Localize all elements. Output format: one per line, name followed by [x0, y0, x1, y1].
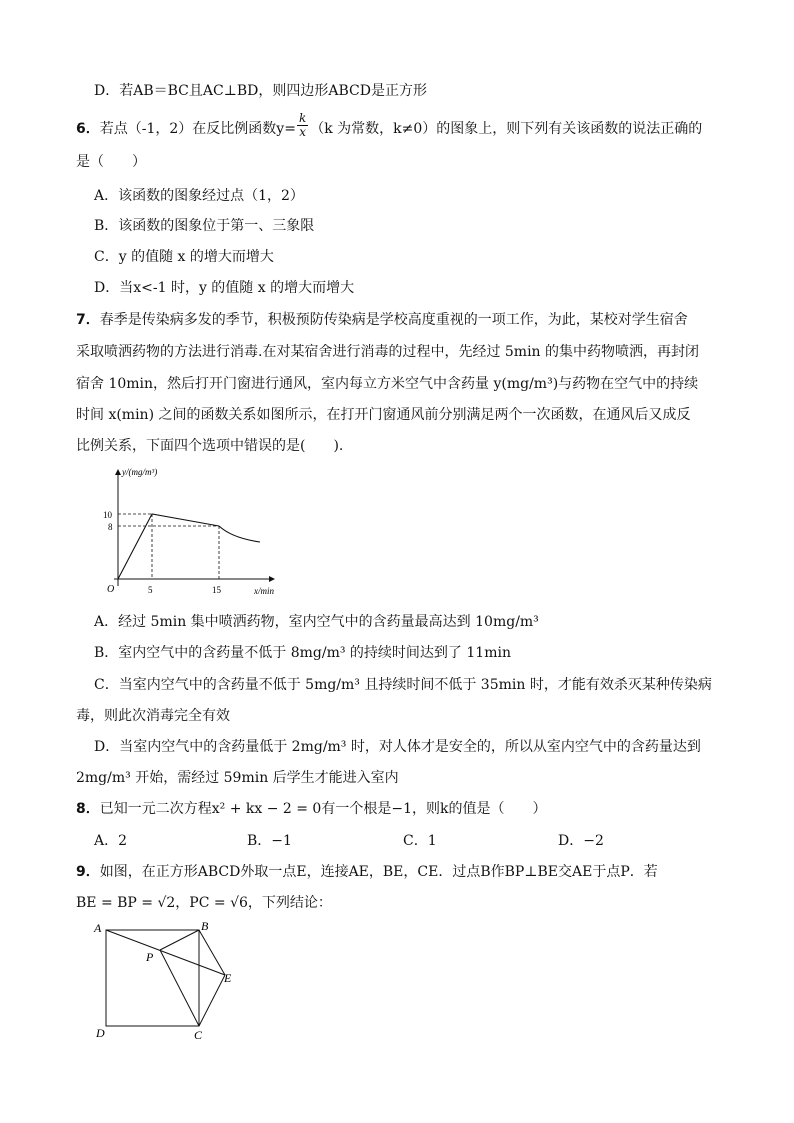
q7-option-b: B．室内空气中的含药量不低于 8mg/m³ 的持续时间达到了 11min [94, 645, 511, 661]
q7-stem-line-1 [76, 310, 688, 330]
q6-option-b: B．该函数的图象位于第一、三象限 [94, 218, 315, 234]
q9-stem-line-2: BE = BP = √2，PC = √6，下列结论： [76, 895, 332, 911]
q6-number: 6． [76, 121, 100, 137]
q7-stem-line-4: 时间 x(min) 之间的函数关系如图所示，在打开门窗通风前分别满足两个一次函数，在通风后又成反 [76, 407, 691, 423]
q7-option-c-line-2: 毒，则此次消毒完全有效 [76, 708, 230, 724]
q7-stem-line-5: 比例关系，下面四个选项中错误的是( ). [76, 438, 344, 454]
q7-y-tick-8: 8 [108, 522, 113, 532]
q8-option-b: B．−1 [247, 833, 292, 849]
q8-stem [76, 799, 546, 819]
q6-fraction-denominator: x [299, 124, 306, 139]
q9-stem-text-1: 如图，在正方形ABCD外取一点E，连接AE，BE，CE．过点B作BP⊥BE交AE于点P．若 [99, 864, 658, 880]
q7-number: 7． [76, 312, 100, 328]
q7-x-tick-15: 15 [212, 585, 221, 595]
q7-curve-linear [118, 514, 219, 579]
q7-option-a: A．经过 5min 集中喷洒药物，室内空气中的含药量最高达到 10mg/m³ [94, 614, 539, 630]
q9-label-c: C [194, 1028, 203, 1042]
q7-stem-line-3: 宿舍 10min，然后打开门窗进行通风，室内每立方米空气中含药量 y(mg/m³)与药物在空气中的持续 [76, 376, 699, 392]
q9-label-a: A [94, 921, 102, 935]
q6-fraction-numerator: k [298, 110, 307, 125]
q9-segment-bp [160, 930, 199, 950]
q7-option-d-line-2: 2mg/m³ 开始，需经过 59min 后学生才能进入室内 [76, 770, 399, 786]
q9-label-d: D [96, 1026, 105, 1040]
q6-stem-part-1: 若点（-1，2）在反比例函数y= [99, 121, 296, 137]
q9-segment-pc [160, 950, 199, 1026]
q6-fraction [297, 112, 308, 139]
q9-square-abcd [106, 930, 199, 1026]
q7-option-c-line-1: C．当室内空气中的含药量不低于 5mg/m³ 且持续时间不低于 35min 时，才能有效杀灭某种传染病 [94, 677, 712, 693]
q7-y-label: y/(mg/m³) [122, 467, 158, 477]
q5-option-d: D．若AB＝BC且AC⊥BD，则四边形ABCD是正方形 [94, 83, 427, 99]
q6-option-d: D．当x<-1 时，y 的值随 x 的增大而增大 [94, 280, 355, 296]
q7-y-tick-10: 10 [103, 510, 112, 520]
q9-label-e: E [224, 971, 232, 985]
q9-segment-be [199, 930, 225, 975]
q9-number: 9． [76, 864, 100, 880]
q8-stem-text: 已知一元二次方程x² + kx − 2 = 0有一个根是−1，则k的值是（ ） [99, 801, 547, 817]
q9-stem-line-1 [76, 862, 658, 882]
q6-stem-line-1 [76, 110, 703, 139]
q7-x-label: x/min [254, 586, 274, 596]
q8-option-c: C．1 [403, 833, 437, 849]
q8-number: 8． [76, 801, 100, 817]
q7-stem-line-2: 采取喷洒药物的方法进行消毒.在对某宿舍进行消毒的过程中，先经过 5min 的集中药物喷洒，再封闭 [76, 344, 700, 360]
q7-function-graph [92, 462, 292, 602]
q7-curve-inverse [219, 526, 260, 542]
q7-stem-text-1: 春季是传染病多发的季节，积极预防传染病是学校高度重视的一项工作，为此，某校对学生宿舍 [99, 312, 688, 328]
q8-option-a: A．2 [94, 833, 128, 849]
q7-x-tick-5: 5 [148, 585, 153, 595]
q6-stem-part-2: （k 为常数，k≠0）的图象上，则下列有关该函数的说法正确的 [310, 121, 703, 137]
q9-segment-ce [199, 975, 225, 1026]
q9-segment-ae [106, 930, 225, 975]
q8-option-d: D．−2 [558, 833, 604, 849]
q9-geometry-figure [90, 916, 250, 1046]
q7-origin-label: O [107, 584, 115, 595]
q9-label-b: B [201, 919, 209, 933]
q7-option-d-line-1: D．当室内空气中的含药量低于 2mg/m³ 时，对人体才是安全的，所以从室内空气中的含药量达到 [94, 739, 701, 755]
q6-stem-line-2: 是（ ） [76, 154, 146, 170]
q6-option-a: A．该函数的图象经过点（1，2） [94, 188, 304, 204]
q6-option-c: C．y 的值随 x 的增大而增大 [94, 249, 274, 265]
q9-label-p: P [146, 950, 154, 964]
